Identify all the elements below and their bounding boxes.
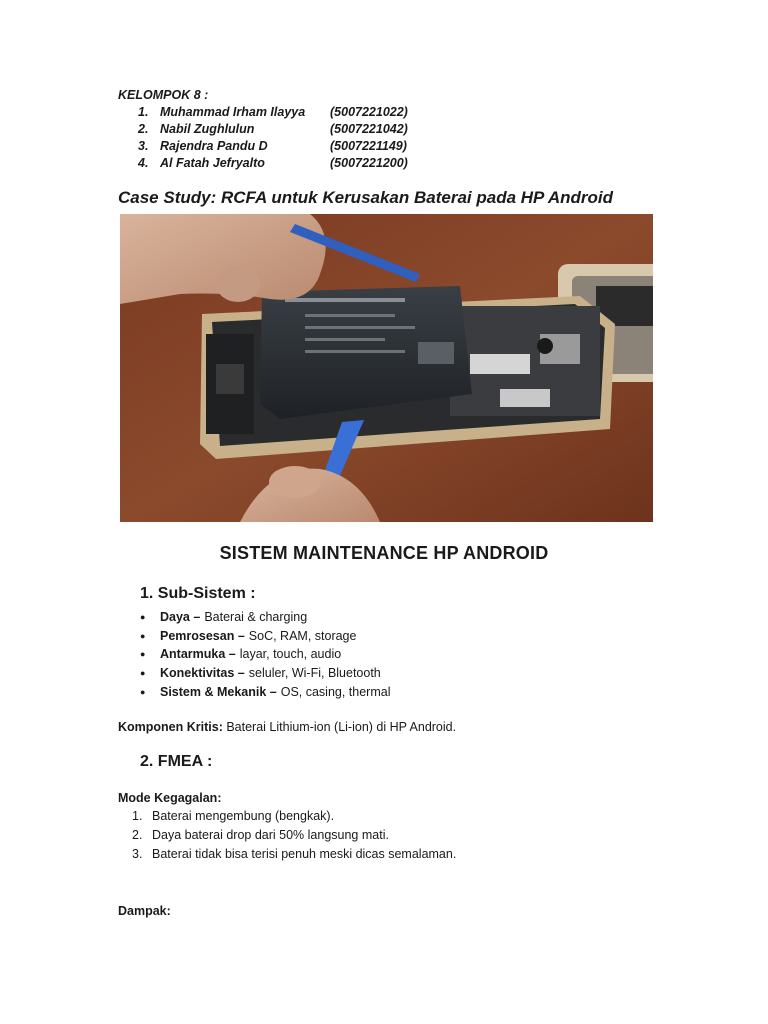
dampak-label: Dampak: [118,904,171,918]
komponen-text: Baterai Lithium-ion (Li-ion) di HP Android. [226,720,457,734]
item-desc: OS, casing, thermal [280,684,391,699]
section-heading-sub-sistem: 1. Sub-Sistem : [140,585,256,602]
item-desc: layar, touch, audio [239,647,342,662]
item-text: Baterai mengembung (bengkak). [152,809,335,823]
list-item [132,809,456,828]
member-name: Al Fatah Jefryalto [160,156,265,170]
sub-sistem-list [140,608,390,701]
item-desc: Baterai & charging [204,610,308,625]
list-item: ● Sistem & Mekanik – OS, casing, thermal [140,684,391,699]
mode-kegagalan-label: Mode Kegagalan: [118,791,222,805]
member-row [138,105,438,122]
member-nrp: (5007221149) [330,139,407,153]
member-name: Muhammad Irham Ilayya [160,105,306,119]
item-number: 1. [132,809,143,823]
item-desc: seluler, Wi-Fi, Bluetooth [248,666,381,681]
list-item: ● Pemrosesan – SoC, RAM, storage [140,628,357,643]
item-term: Konektivitas – [160,666,245,681]
member-name: Rajendra Pandu D [160,139,268,153]
list-item: ● Daya – Baterai & charging [140,610,308,625]
list-item: ● Konektivitas – seluler, Wi-Fi, Bluetooth [140,666,381,681]
item-number: 3. [132,847,143,861]
item-term: Pemrosesan – [160,628,245,643]
member-row [138,156,438,173]
member-nrp: (5007221200) [330,156,408,170]
member-row [138,139,438,156]
item-desc: SoC, RAM, storage [248,628,357,643]
list-item: ● Antarmuka – layar, touch, audio [140,647,342,662]
member-nrp: (5007221042) [330,122,408,136]
komponen-label: Komponen Kritis: [118,720,223,734]
item-term: Sistem & Mekanik – [160,684,277,699]
member-row [138,122,438,139]
member-name: Nabil Zughlulun [160,122,255,136]
list-item [132,847,456,866]
item-term: Daya – [160,610,201,625]
item-text: Daya baterai drop dari 50% langsung mati. [152,828,389,842]
member-number: 4. [138,156,149,170]
document-title: SISTEM MAINTENANCE HP ANDROID [219,543,549,563]
member-number: 3. [138,139,149,153]
case-study-title: Case Study: RCFA untuk Kerusakan Baterai pada HP Android [118,188,613,207]
komponen-kritis [118,720,456,734]
list-item [132,828,456,847]
section-heading-fmea: 2. FMEA : [140,753,213,770]
item-text: Baterai tidak bisa terisi penuh meski dicas semalaman. [152,847,457,861]
item-term: Antarmuka – [160,647,236,662]
member-nrp: (5007221022) [330,105,408,119]
member-number: 2. [138,122,149,136]
battery-photo [120,214,653,522]
member-number: 1. [138,105,149,119]
group-title: KELOMPOK 8 : [118,88,209,102]
item-number: 2. [132,828,143,842]
member-list [138,105,438,173]
mode-kegagalan-list [132,809,456,866]
